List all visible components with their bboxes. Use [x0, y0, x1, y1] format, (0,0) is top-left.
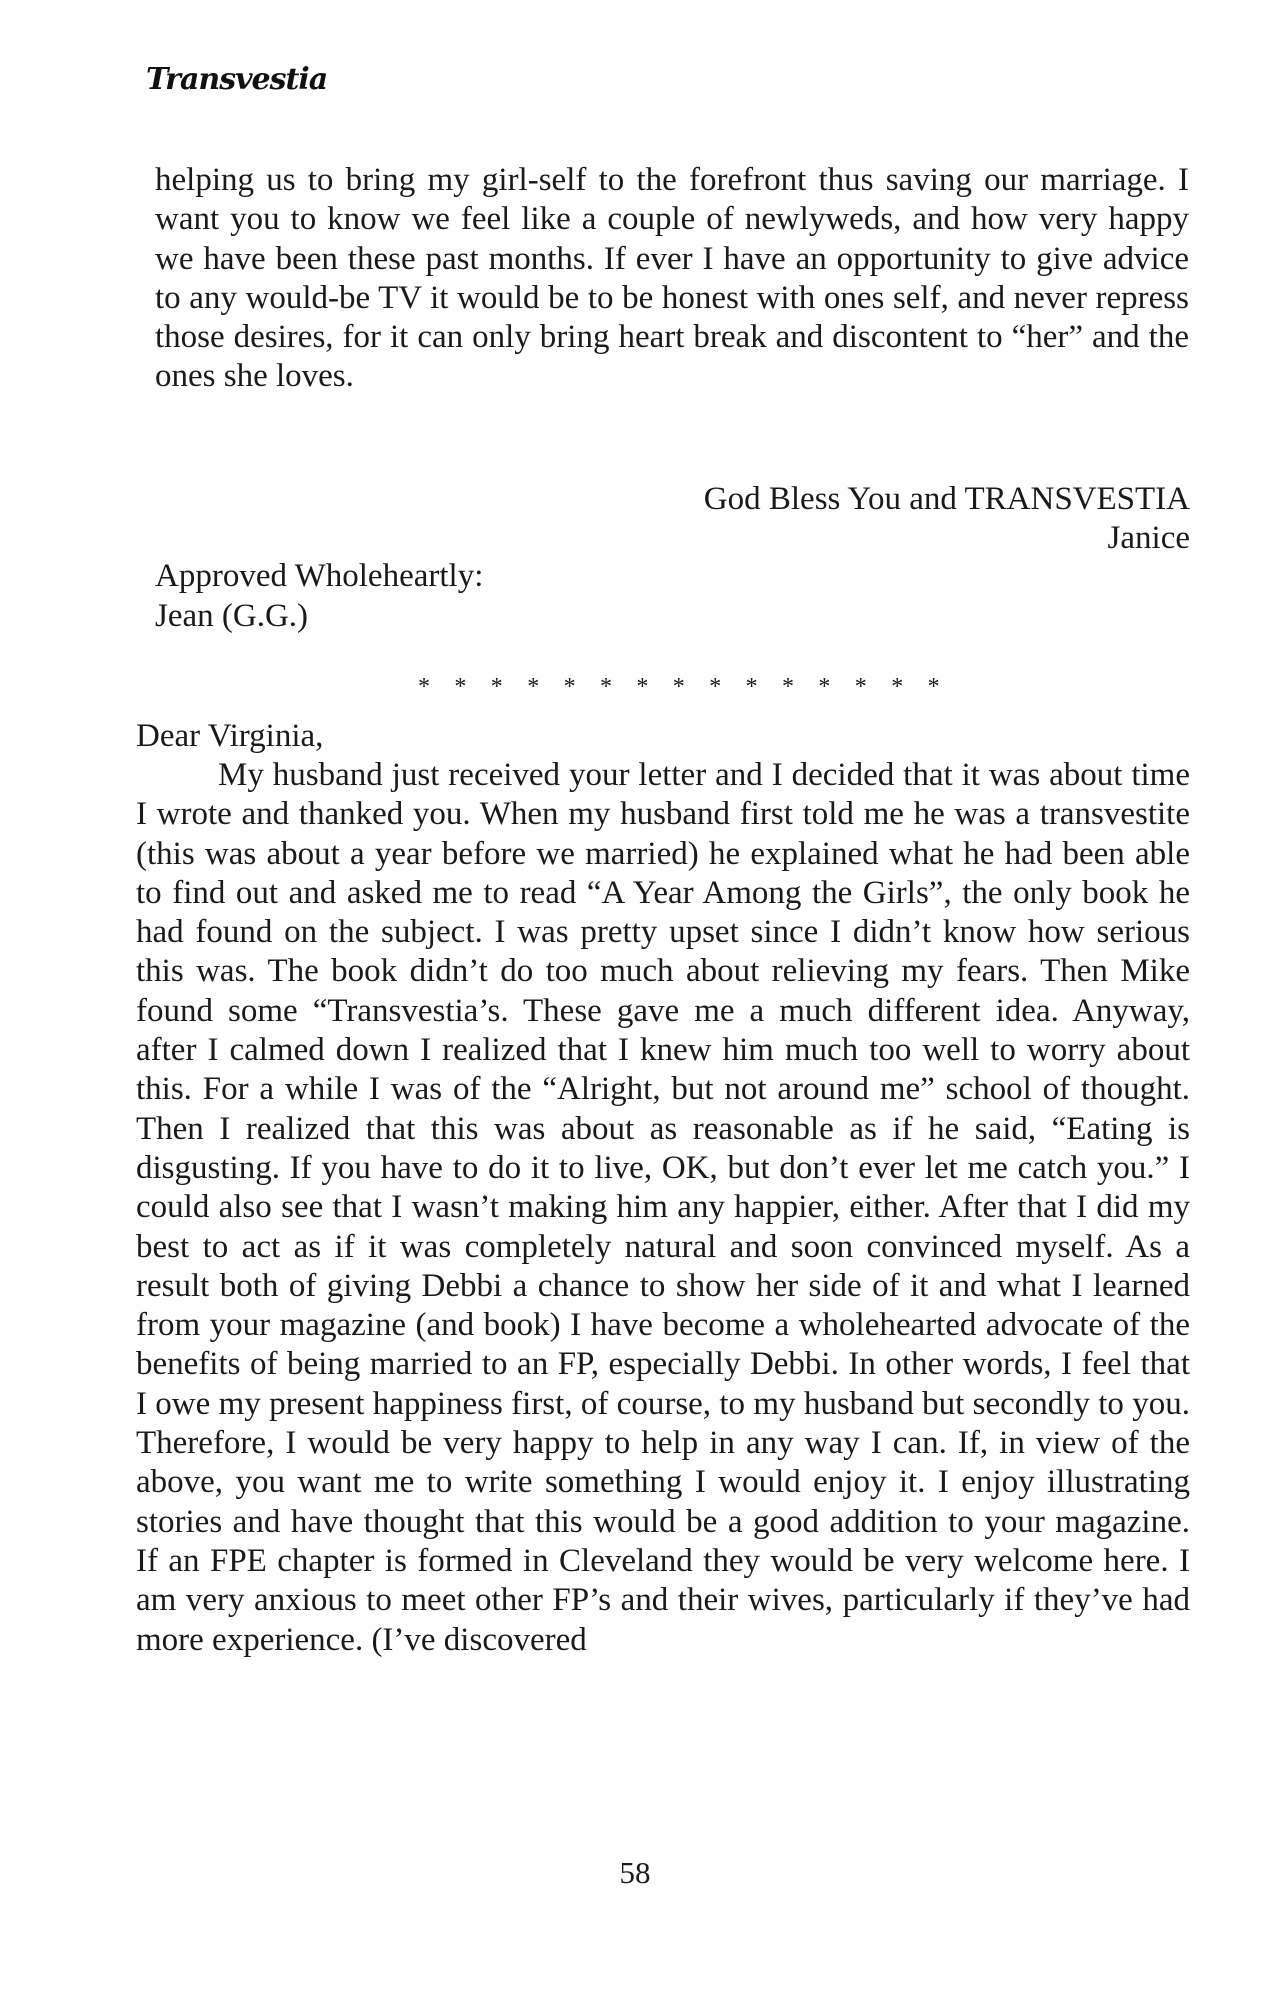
first-letter-paragraph: helping us to bring my girl-self to the forefront thus saving our marriage. I want you to know we feel like a couple of newlyweds, and how very happy we have been these past months. If ever I have an opportunity to give advice to any would-be TV it would be to be honest with ones self, and never repress those desires, for it can only bring heart break and discontent to “her” and the ones she loves.	[155, 162, 1189, 395]
second-letter-body: My husband just received your letter and I decided that it was about time I wrote and thanked you. When my husband first told me he was a transvestite (this was about a year before we married) he explained what he had been able to find out and asked me to read “A Year Among the Girls”, the only book he had found on the subject. I was pretty upset since I didn’t know how serious this was. The book didn’t do too much about relieving my fears. Then Mike found some “Transvestia’s. These gave me a much different idea. Anyway, after I calmed down I realized that I knew him much too well to worry about this. For a while I was of the “Alright, but not around me” school of thought. Then I realized that this was about as reasonable as if he said, “Eating is disgusting. If you have to do it to live, OK, but don’t ever let me catch you.” I could also see that I wasn’t making him any happier, either. After that I did my best to act as if it was completely natural and soon convinced myself. As a result both of giving Debbi a chance to show her side of it and what I learned from your magazine (and book) I have become a wholehearted advocate of the benefits of being married to an FP, especially Debbi. In other words, I feel that I owe my present happiness first, of course, to my husband but secondly to you. Therefore, I would be very happy to help in any way I can. If, in view of the above, you want me to write something I would enjoy it. I enjoy illustrating stories and have thought that this would be a good addition to your magazine. If an FPE chapter is formed in Cleveland they would be very welcome here. I am very anxious to meet other FP’s and their wives, particularly if they’ve had more experience. (I’ve discovered	[136, 757, 1190, 1658]
first-letter-signature: Janice	[1107, 520, 1190, 556]
page-number: 58	[619, 1855, 651, 1890]
approval-label: Approved Wholeheartly:	[155, 558, 484, 594]
approval-name: Jean (G.G.)	[155, 597, 309, 634]
masthead-title: Transvestia	[146, 62, 328, 97]
section-separator: * * * * * * * * * * * * * * *	[418, 674, 949, 700]
second-letter-salutation: Dear Virginia,	[136, 718, 324, 754]
approval-block	[155, 557, 483, 636]
first-letter-closing: God Bless You and TRANSVESTIA	[703, 481, 1190, 517]
